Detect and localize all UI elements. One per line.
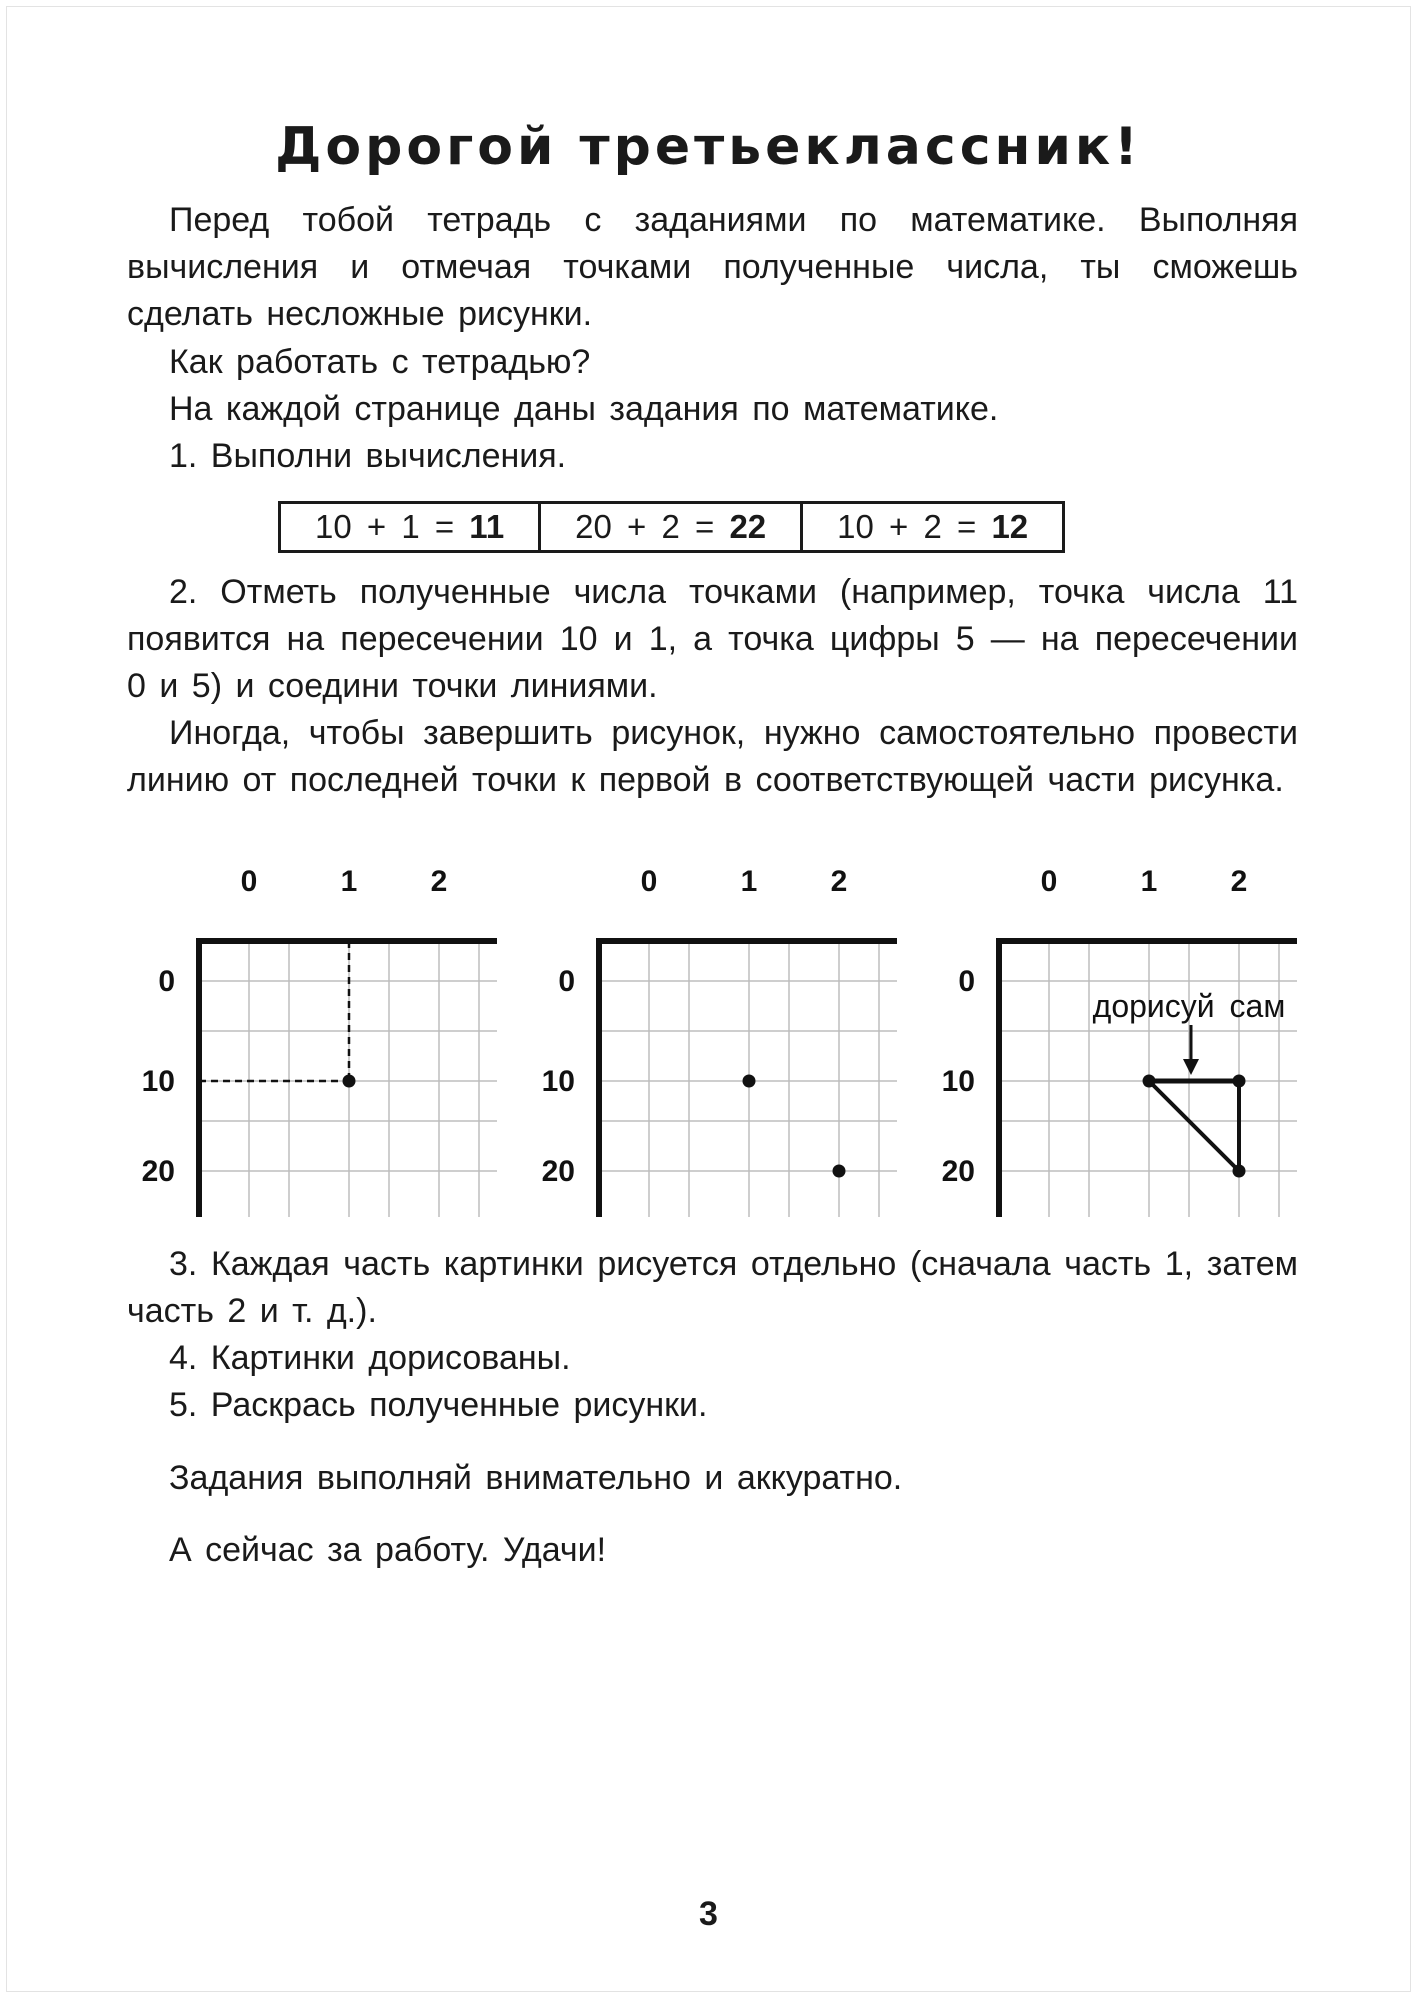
example-grids bbox=[127, 855, 1327, 1225]
intro-line-2: На каждой странице даны задания по математике. bbox=[169, 390, 999, 428]
draw-yourself-label: дорисуй сам bbox=[1092, 988, 1286, 1024]
grids-svg bbox=[127, 855, 1327, 1225]
step-4: 4. Картинки дорисованы. bbox=[169, 1339, 571, 1377]
column-label: 1 bbox=[740, 865, 758, 898]
data-point bbox=[743, 1075, 756, 1088]
step-5: 5. Раскрась полученные рисунки. bbox=[169, 1386, 708, 1424]
example-cell bbox=[280, 503, 540, 552]
data-point bbox=[1143, 1075, 1156, 1088]
step-1: 1. Выполни вычисления. bbox=[169, 437, 567, 475]
data-point bbox=[833, 1165, 846, 1178]
example-result: 12 bbox=[991, 508, 1029, 545]
step-3: 3. Каждая часть картинки рисуется отдельно (сначала часть 1, затем часть 2 и т. д.). bbox=[127, 1245, 1298, 1330]
column-label: 0 bbox=[1040, 865, 1058, 898]
step-2: 2. Отметь полученные числа точками (например, точка числа 11 появится на пересечении 10 и 1, а точка цифры 5 — на пересечении 0 и 5) и соедини точки линиями. bbox=[127, 573, 1298, 705]
connecting-line bbox=[1149, 1081, 1239, 1171]
example-result: 22 bbox=[729, 508, 767, 545]
table-row bbox=[280, 503, 1064, 552]
row-label: 0 bbox=[158, 965, 175, 998]
column-label: 0 bbox=[640, 865, 658, 898]
example-table bbox=[278, 501, 1065, 553]
example-expression: 10 + 2 = bbox=[837, 508, 977, 545]
column-label: 0 bbox=[240, 865, 258, 898]
row-label: 20 bbox=[941, 1155, 975, 1188]
example-expression: 10 + 1 = bbox=[315, 508, 455, 545]
grid-panel-1 bbox=[142, 865, 497, 1217]
intro-paragraph: Перед тобой тетрадь с заданиями по математике. Выполняя вычисления и отмечая точками полученные числа, ты сможешь сделать несложные рисунки. bbox=[127, 201, 1298, 333]
step-2-note: Иногда, чтобы завершить рисунок, нужно самостоятельно провести линию от последней точки к первой в соответствующей части рисунка. bbox=[127, 714, 1298, 799]
grid-panel-2 bbox=[542, 865, 897, 1217]
example-result: 11 bbox=[469, 508, 505, 545]
page-title: Дорогой третьеклассник! bbox=[275, 117, 1142, 177]
row-label: 20 bbox=[141, 1155, 175, 1188]
column-label: 1 bbox=[340, 865, 358, 898]
column-label: 1 bbox=[1140, 865, 1158, 898]
closing-line: А сейчас за работу. Удачи! bbox=[169, 1531, 607, 1569]
data-point bbox=[343, 1075, 356, 1088]
column-label: 2 bbox=[430, 865, 448, 898]
advice-line: Задания выполняй внимательно и аккуратно. bbox=[169, 1459, 903, 1497]
row-label: 10 bbox=[541, 1065, 575, 1098]
column-label: 2 bbox=[1230, 865, 1248, 898]
row-label: 10 bbox=[941, 1065, 975, 1098]
data-point bbox=[1233, 1165, 1246, 1178]
example-cell bbox=[540, 503, 802, 552]
row-label: 0 bbox=[958, 965, 975, 998]
row-label: 0 bbox=[558, 965, 575, 998]
row-label: 10 bbox=[141, 1065, 175, 1098]
question-line: Как работать с тетрадью? bbox=[169, 343, 591, 381]
example-expression: 20 + 2 = bbox=[575, 508, 715, 545]
grid-panel-3 bbox=[942, 865, 1297, 1217]
row-label: 20 bbox=[541, 1155, 575, 1188]
column-label: 2 bbox=[830, 865, 848, 898]
arrow-head-icon bbox=[1183, 1059, 1199, 1075]
example-cell bbox=[802, 503, 1064, 552]
data-point bbox=[1233, 1075, 1246, 1088]
page-number: 3 bbox=[699, 1895, 718, 1933]
page bbox=[6, 6, 1411, 1992]
